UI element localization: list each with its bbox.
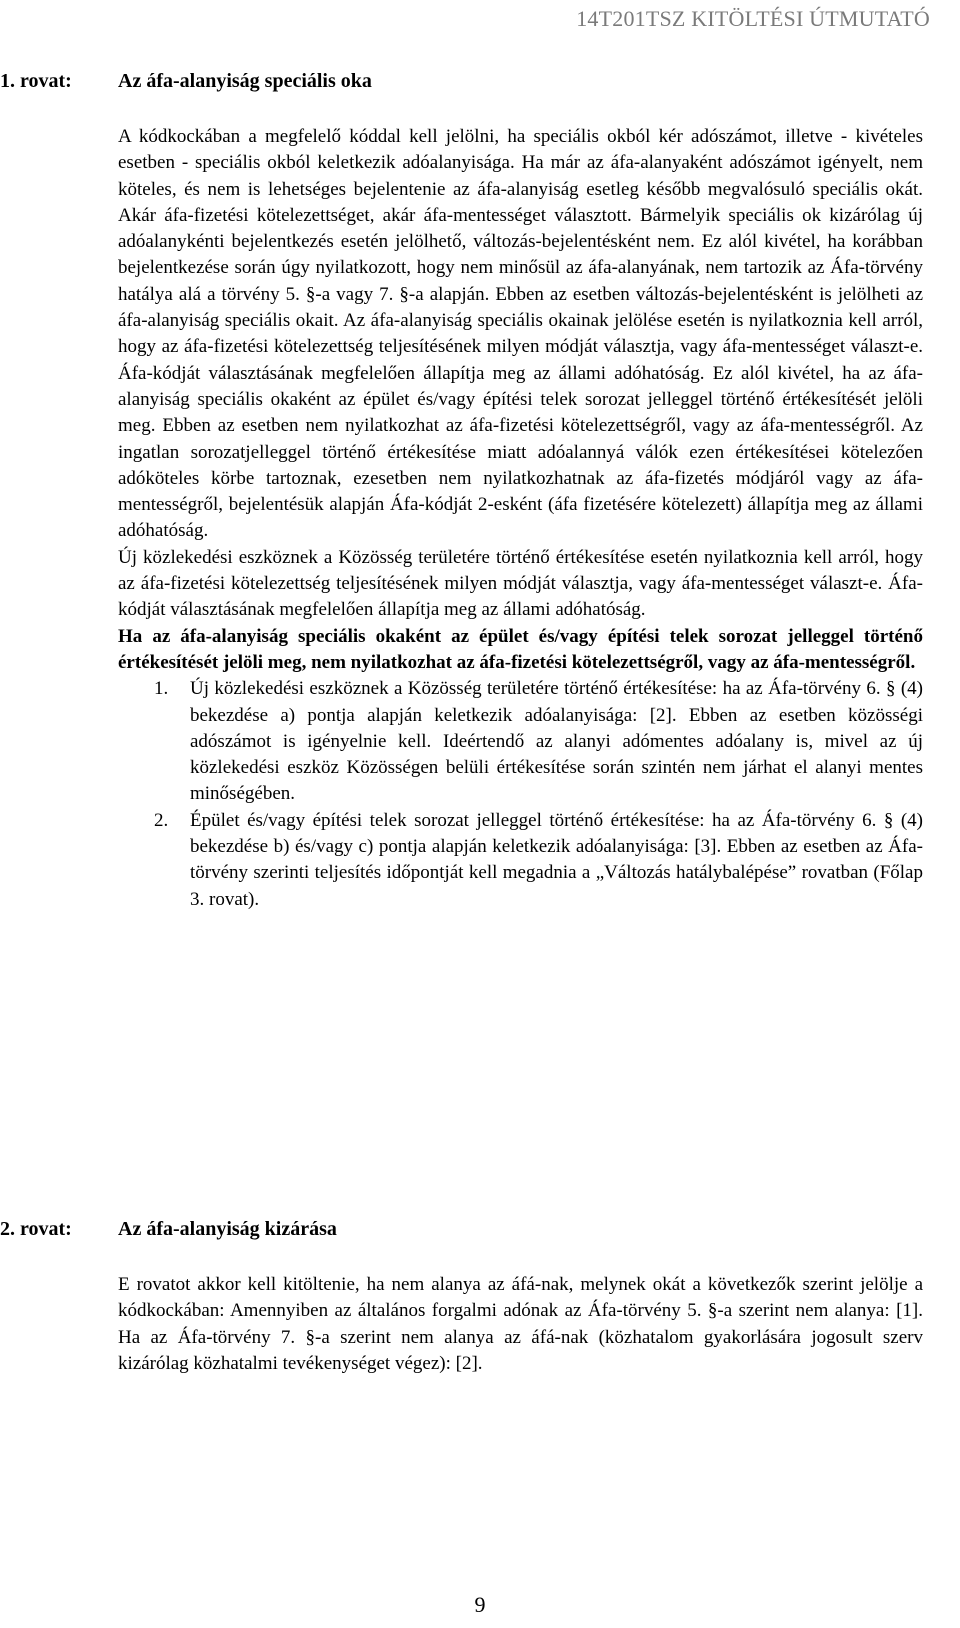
- list-item-marker: 1.: [154, 678, 169, 700]
- section-1-paragraph-1: A kódkockában a megfelelő kóddal kell jelölni, ha speciális okból kér adószámot, illetve - kivételes esetben - speciális okból keletkezik adóalanyisága. Ha már az áfa-alanyaként adószámot igényelt, nem köteles, és nem is lehetséges bejelentenie az áfa-alanyiság esetleg később megvalósuló speciális okát. Akár áfa-fizetési kötelezettséget, akár áfa-mentességet választott. Bármelyik speciális ok kizárólag új adóalanykénti bejelentkezés esetén jelölhető, változás-bejelentésként nem. Ez alól kivétel, ha korábban bejelentkezése során úgy nyilatkozott, hogy nem minősül az áfa-alanyának, nem tartozik az Áfa-törvény hatálya alá a törvény 5. §-a vagy 7. §-a alapján. Ebben az esetben változás-bejelentésként is jelölheti az áfa-alanyiság speciális okait. Az áfa-alanyiság speciális okainak jelölése esetén is nyilatkoznia kell arról, hogy az áfa-fizetési kötelezettség teljesítésének milyen módját választja, vagy áfa-mentességet választ-e. Áfa-kódját választásának megfelelően állapítja meg az állami adóhatóság. Ez alól kivétel, ha az áfa-alanyiság speciális okaként az épület és/vagy építési telek sorozat jelleggel történő értékesítését jelöli meg. Ebben az esetben nem nyilatkozhat az áfa-fizetési kötelezettségről, vagy az áfa-mentességről. Az ingatlan sorozatjelleggel történő értékesítése miatt adóalannyá válók ezen értékesítései kötelezően adóköteles körbe tartoznak, ezesetben nem nyilatkozhatnak az áfa-fizetés módjáról vagy az áfa-mentességről, bejelentésük alapján Áfa-kódját 2-esként (áfa fizetésére kötelezett) állapítja meg az állami adóhatóság.: [118, 126, 923, 542]
- page-number: 9: [474, 1592, 486, 1617]
- section-1-number: 1. rovat:: [0, 70, 72, 92]
- list-item: [118, 676, 923, 807]
- document-header-title: 14T201TSZ KITÖLTÉSI ÚTMUTATÓ: [576, 6, 930, 31]
- list-item-marker: 2.: [154, 809, 169, 831]
- section-2-paragraph-1: E rovatot akkor kell kitöltenie, ha nem alanya az áfá-nak, melynek okát a következők szerint jelölje a kódkockában: Amennyiben az általános forgalmi adónak az Áfa-törvény 5. §-a szerint nem alanya: [1]. Ha az Áfa-törvény 7. §-a szerint nem alanya az áfá-nak (közhatalom gyakorlására jogosult szerv kizárólag közhatalmi tevékenységet végez): [2].: [118, 1274, 923, 1374]
- section-2-title: Az áfa-alanyiság kizárása: [118, 1218, 337, 1240]
- section-1-body: [118, 124, 923, 913]
- list-item-text: Új közlekedési eszköznek a Közösség területére történő értékesítése: ha az Áfa-törvény 6. § (4) bekezdése a) pontja alapján keletkezik adóalanyisága: [2]. Ebben az esetben közösségi adószámot is igényelnie kell. Ideértendő az alanyi adómentes adóalany is, mivel az új közlekedési eszköz Közösségen belüli értékesítése során szintén nem járhat el alanyi mentes minőségében.: [190, 678, 923, 805]
- section-1-title: Az áfa-alanyiság speciális oka: [118, 70, 372, 92]
- list-item: [118, 808, 923, 913]
- section-2-body: [118, 1272, 923, 1377]
- list-item-text: Épület és/vagy építési telek sorozat jelleggel történő értékesítése: ha az Áfa-törvény 6. § (4) bekezdése b) és/vagy c) pontja alapján keletkezik adóalanyisága: [3]. Ebben az esetben az Áfa-törvény szerinti teljesítés időpontját kell megadnia a „Változás hatálybalépése” rovatban (Főlap 3. rovat).: [190, 809, 923, 910]
- section-1-bold-paragraph: Ha az áfa-alanyiság speciális okaként az épület és/vagy építési telek sorozat jelleggel történő értékesítését jelöli meg, nem nyilatkozhat az áfa-fizetési kötelezettségről, vagy az áfa-mentességről.: [118, 625, 923, 673]
- section-2-number: 2. rovat:: [0, 1218, 72, 1240]
- section-1-paragraph-2: Új közlekedési eszköznek a Közösség területére történő értékesítése esetén nyilatkoznia kell arról, hogy az áfa-fizetési kötelezettség teljesítésének milyen módját választja, vagy áfa-mentességet választ-e. Áfa-kódját választásának megfelelően állapítja meg az állami adóhatóság.: [118, 546, 923, 621]
- section-1-list: [118, 676, 923, 913]
